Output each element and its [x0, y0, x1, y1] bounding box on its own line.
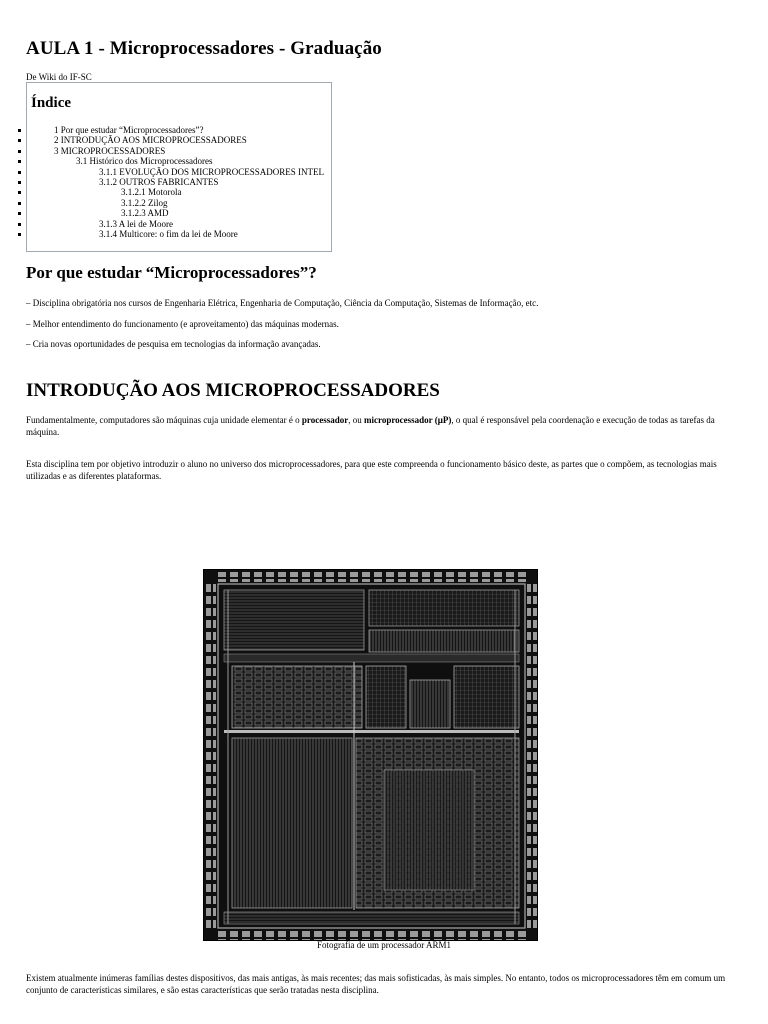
- closing-paragraph: Existem atualmente inúmeras famílias destes dispositivos, das mais antigas, às mais recentes; das mais sofisticadas, às mais simples. No entanto, todos os microprocessadores têm em comum um conjunto de características similares, e são estas características que serão tratadas nesta disciplina.: [26, 973, 726, 995]
- arm1-die-photo: [203, 569, 538, 941]
- table-of-contents: [26, 82, 332, 252]
- figure-caption: Fotografia de um processador ARM1: [317, 940, 451, 950]
- toc-link[interactable]: 2 INTRODUÇÃO AOS MICROPROCESSADORES: [27, 135, 324, 145]
- toc-link[interactable]: 3.1.4 Multicore: o fim da lei de Moore: [27, 229, 324, 239]
- toc-link[interactable]: 3.1.3 A lei de Moore: [27, 219, 324, 229]
- toc-link[interactable]: 3.1.1 EVOLUÇÃO DOS MICROPROCESSADORES INTEL: [27, 167, 324, 177]
- section-heading-intro: INTRODUÇÃO AOS MICROPROCESSADORES: [26, 380, 440, 401]
- toc-link[interactable]: 3 MICROPROCESSADORES: [27, 146, 324, 156]
- bullet-text: – Disciplina obrigatória nos cursos de Engenharia Elétrica, Engenharia de Computação, Ciência da Computação, Sistemas de Informação, etc.: [26, 298, 539, 308]
- toc-link[interactable]: 3.1.2.1 Motorola: [27, 187, 324, 197]
- page-title: AULA 1 - Microprocessadores - Graduação: [26, 38, 382, 59]
- toc-link[interactable]: 3.1 Histórico dos Microprocessadores: [27, 156, 324, 166]
- intro-paragraph: Fundamentalmente, computadores são máquinas cuja unidade elementar é o processador, ou microprocessador (μP), o qual é responsável pela coordenação e execução de todas as tarefas da máquina.: [26, 415, 715, 437]
- bold-term: processador: [301, 415, 349, 425]
- objective-paragraph: Esta disciplina tem por objetivo introduzir o aluno no universo dos microprocessadores, para que este compreenda o funcionamento básico deste, as partes que o compõem, as tecnologias mais utilizadas e as diferentes plataformas.: [26, 459, 717, 481]
- page-subtitle: De Wiki do IF-SC: [26, 72, 92, 82]
- bold-term: microprocessador (μP): [364, 415, 452, 425]
- chip-die-image: [204, 570, 538, 941]
- bullet-text: – Cria novas oportunidades de pesquisa em tecnologias da informação avançadas.: [26, 339, 321, 349]
- toc-heading: Índice: [31, 95, 72, 111]
- section-heading-why: Por que estudar “Microprocessadores”?: [26, 263, 317, 282]
- bullet-text: – Melhor entendimento do funcionamento (e aproveitamento) das máquinas modernas.: [26, 319, 339, 329]
- toc-link[interactable]: 3.1.2.3 AMD: [27, 208, 324, 218]
- toc-link[interactable]: 1 Por que estudar “Microprocessadores”?: [27, 125, 324, 135]
- toc-link[interactable]: 3.1.2.2 Zilog: [27, 198, 324, 208]
- toc-link[interactable]: 3.1.2 OUTROS FABRICANTES: [27, 177, 324, 187]
- toc-list: [27, 125, 324, 239]
